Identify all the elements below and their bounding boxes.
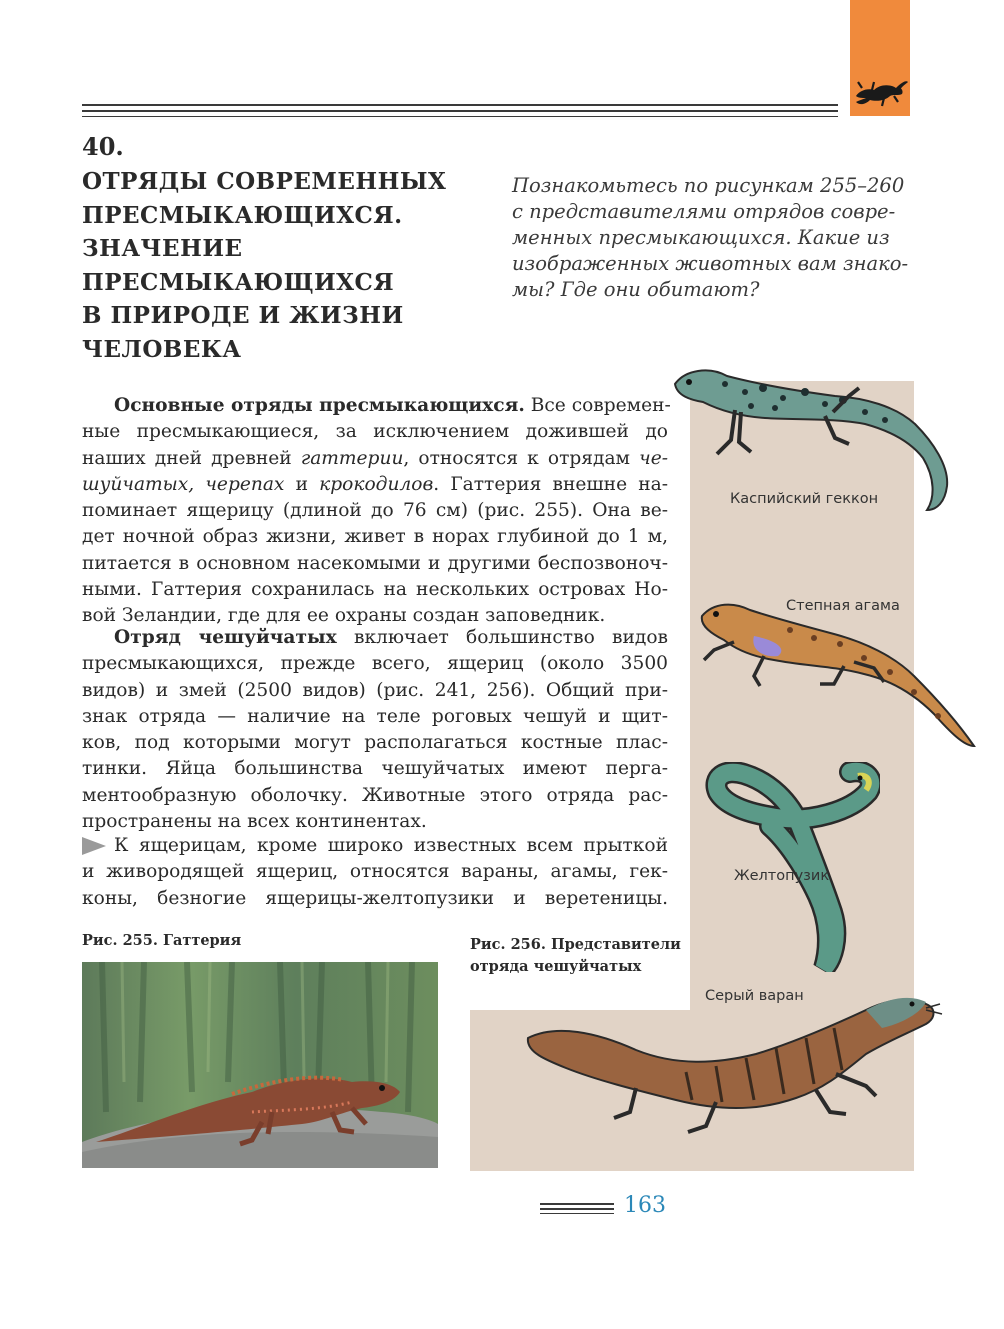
steppe-agama-illustration (694, 596, 979, 751)
title-line: ЗНАЧЕНИЕ (82, 235, 243, 262)
text-line: тинки. Яйца большинства чешуйчатых имеют перга- (82, 758, 668, 780)
title-line: ЧЕЛОВЕКА (82, 335, 242, 363)
text-line: поминает ящерицу (длиной до 76 см) (рис. 255). Она ве- (82, 500, 668, 522)
page-number-rule (540, 1208, 614, 1210)
intro-line: изображенных животных вам знако- (512, 252, 909, 275)
label-steppe-agama: Степная агама (786, 598, 900, 614)
tuatara-photo (82, 962, 438, 1168)
text: включает большинство видов (336, 627, 668, 648)
subheading: Основные отряды пресмыкающихся. (114, 395, 525, 416)
text-line: ные пресмыкающиеся, за исключением дожившей до (82, 421, 668, 443)
intro-line: менных пресмыкающихся. Какие из (512, 226, 890, 249)
title-line: ПРЕСМЫКАЮЩИХСЯ. (82, 201, 403, 229)
text-line: ментообразную оболочку. Животные этого отряда рас- (82, 784, 668, 806)
label-grey-monitor: Серый варан (705, 988, 804, 1004)
chapter-tab (850, 0, 910, 116)
header-rule-bottom (82, 116, 838, 117)
caspian-gecko-illustration (665, 362, 955, 512)
paragraph-squamata (82, 625, 668, 835)
paragraph-main-orders (82, 393, 671, 630)
text: К ящерицам, кроме широко известных всем прыткой (114, 835, 668, 856)
text-line: вой Зеландии, где для ее охраны создан заповедник. (82, 605, 606, 627)
text-line: коны, безногие ящерицы-желтопузики и веретеницы. (82, 887, 668, 909)
caption-line: Рис. 256. Представители (470, 936, 681, 953)
header-rule-mid (82, 110, 838, 112)
text-line: питается в основном насекомыми и другими беспозвоноч- (82, 552, 668, 574)
caption-line: отряда чешуйчатых (470, 958, 642, 975)
figure-255-caption: Рис. 255. Гаттерия (82, 932, 242, 949)
triangle-marker-icon (82, 837, 106, 855)
page-title (82, 165, 462, 366)
text-line: наших дней древней гаттерии, относятся к отрядам че- (82, 447, 668, 469)
page-number-rule (540, 1203, 614, 1205)
label-legless-lizard: Желтопузик (734, 868, 830, 884)
paragraph-lizards (82, 833, 668, 912)
header-rule-top (82, 104, 838, 106)
lizard-icon (850, 0, 910, 116)
text: Все современ- (524, 395, 671, 416)
text-line: и живородящей ящериц, относятся вараны, агамы, гек- (82, 861, 668, 883)
intro-line: Познакомьтесь по рисункам 255–260 (512, 174, 905, 197)
title-line: В ПРИРОДЕ И ЖИЗНИ (82, 302, 404, 329)
title-line: ОТРЯДЫ СОВРЕМЕННЫХ (82, 168, 447, 195)
page-number: 163 (624, 1193, 666, 1218)
page-number-rule (540, 1213, 614, 1214)
grey-monitor-illustration (516, 984, 956, 1144)
text-line: видов) и змей (2500 видов) (рис. 241, 256). Общий при- (82, 679, 668, 701)
text-line: знак отряда — наличие на теле роговых чешуй и щит- (82, 705, 668, 727)
intro-line: мы? Где они обитают? (512, 278, 760, 301)
text-line: пространены на всех континентах. (82, 811, 427, 833)
label-caspian-gecko: Каспийский геккон (730, 491, 879, 507)
figure-256-caption (470, 934, 681, 978)
intro-question (512, 173, 920, 303)
text-line: шуйчатых, черепах и крокодилов. Гаттерия внешне на- (82, 473, 669, 495)
text-line: ными. Гаттерия сохранилась на нескольких островах Но- (82, 579, 668, 601)
subheading: Отряд чешуйчатых (114, 627, 337, 648)
text-line: ков, под которыми могут располагаться костные плас- (82, 732, 668, 754)
text-line: дет ночной образ жизни, живет в норах глубиной до 1 м, (82, 526, 668, 548)
intro-line: с представителями отрядов совре- (512, 200, 896, 223)
text-line: пресмыкающихся, прежде всего, ящериц (около 3500 (82, 653, 668, 675)
lesson-number: 40. (82, 132, 124, 161)
legless-lizard-illustration (700, 762, 880, 972)
title-line: ПРЕСМЫКАЮЩИХСЯ (82, 268, 395, 296)
